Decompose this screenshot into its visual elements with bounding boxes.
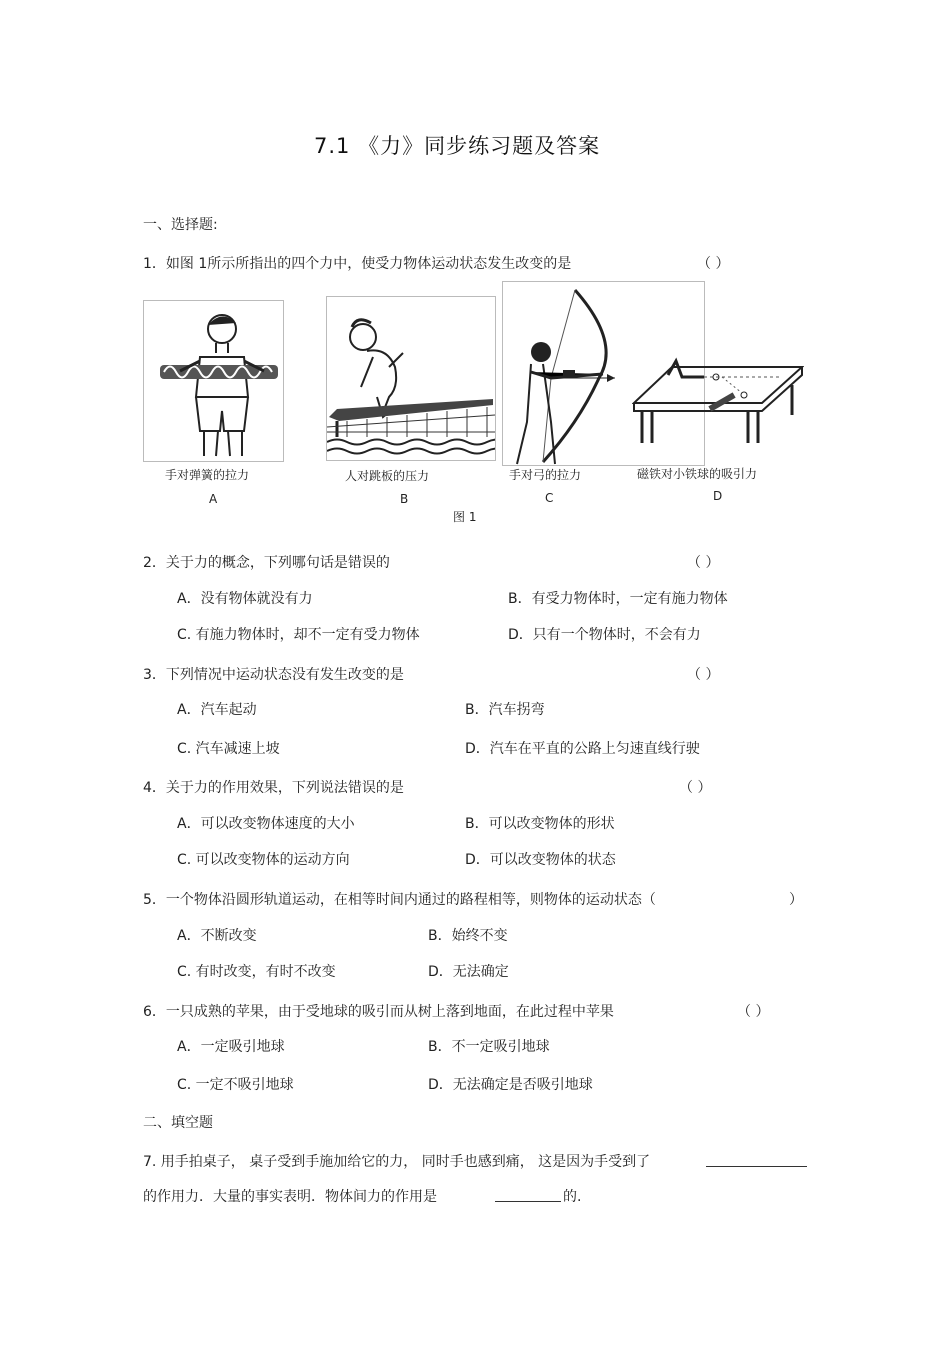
page-title: 7.1 《力》同步练习题及答案: [314, 134, 601, 158]
question-2-answer-paren: （ ）: [687, 555, 720, 571]
figure-c-letter: C: [545, 491, 554, 505]
question-7-line-1: 7. 用手拍桌子， 桌子受到手施加给它的力， 同时手也感到痛， 这是因为手受到了: [143, 1154, 651, 1170]
question-3-option-b: B．汽车拐弯: [465, 702, 545, 718]
question-3-answer-paren: （ ）: [687, 667, 720, 683]
figure-a-spring-image: [143, 300, 284, 462]
question-3-option-c: C. 汽车减速上坡: [177, 741, 280, 757]
question-6-option-b: B．不一定吸引地球: [428, 1039, 550, 1055]
figure-d-magnet-image: [632, 355, 804, 445]
figure-b-caption: 人对跳板的压力: [345, 469, 430, 483]
question-6-option-c: C. 一定不吸引地球: [177, 1077, 294, 1093]
question-4-option-d: D．可以改变物体的状态: [465, 852, 616, 868]
figure-c-caption: 手对弓的拉力: [509, 468, 582, 482]
question-5-option-b: B．始终不变: [428, 928, 508, 944]
question-1-text: 1．如图 1所示所指出的四个力中，使受力物体运动状态发生改变的是: [143, 256, 572, 272]
question-4-answer-paren: （ ）: [679, 780, 712, 796]
figure-a-letter: A: [209, 492, 218, 506]
question-2-option-c: C. 有施力物体时，却不一定有受力物体: [177, 627, 420, 643]
question-6-option-a: A．一定吸引地球: [177, 1039, 285, 1055]
question-6-option-d: D．无法确定是否吸引地球: [428, 1077, 593, 1093]
figure-b-letter: B: [400, 492, 409, 506]
question-4-option-c: C. 可以改变物体的运动方向: [177, 852, 350, 868]
question-7-line-2-end: 的.: [563, 1189, 582, 1205]
question-1-answer-paren: （ ）: [697, 256, 730, 272]
question-3-option-d: D．汽车在平直的公路上匀速直线行驶: [465, 741, 700, 757]
question-4-option-a: A．可以改变物体速度的大小: [177, 816, 355, 832]
question-7-blank-2[interactable]: [495, 1187, 561, 1206]
question-5-answer-paren: ）: [789, 892, 803, 908]
question-4-option-b: B．可以改变物体的形状: [465, 816, 615, 832]
figure-d-letter: D: [713, 489, 723, 503]
question-3-option-a: A．汽车起动: [177, 702, 257, 718]
question-7-line-2: 的作用力．大量的事实表明．物体间力的作用是: [143, 1189, 437, 1205]
figure-a-caption: 手对弹簧的拉力: [165, 468, 250, 482]
question-2-text: 2．关于力的概念，下列哪句话是错误的: [143, 555, 390, 571]
section-heading-choice: 一、选择题:: [143, 217, 218, 233]
question-6-text: 6．一只成熟的苹果，由于受地球的吸引而从树上落到地面，在此过程中苹果: [143, 1004, 614, 1020]
figure-d-caption: 磁铁对小铁球的吸引力: [637, 467, 758, 481]
question-2-option-d: D．只有一个物体时，不会有力: [508, 627, 701, 643]
figure-1-label: 图 1: [453, 510, 477, 524]
question-6-answer-paren: （ ）: [737, 1004, 770, 1020]
question-5-option-a: A．不断改变: [177, 928, 257, 944]
question-5-option-d: D．无法确定: [428, 964, 509, 980]
section-heading-fill-in: 二、填空题: [143, 1115, 213, 1131]
question-4-text: 4．关于力的作用效果，下列说法错误的是: [143, 780, 404, 796]
question-2-option-b: B．有受力物体时，一定有施力物体: [508, 591, 728, 607]
question-5-option-c: C. 有时改变，有时不改变: [177, 964, 336, 980]
question-3-text: 3．下列情况中运动状态没有发生改变的是: [143, 667, 404, 683]
figure-b-diving-board-image: [326, 296, 496, 461]
question-7-blank-1[interactable]: [706, 1152, 807, 1171]
question-2-option-a: A．没有物体就没有力: [177, 591, 313, 607]
question-5-text: 5．一个物体沿圆形轨道运动，在相等时间内通过的路程相等，则物体的运动状态（: [143, 892, 656, 908]
